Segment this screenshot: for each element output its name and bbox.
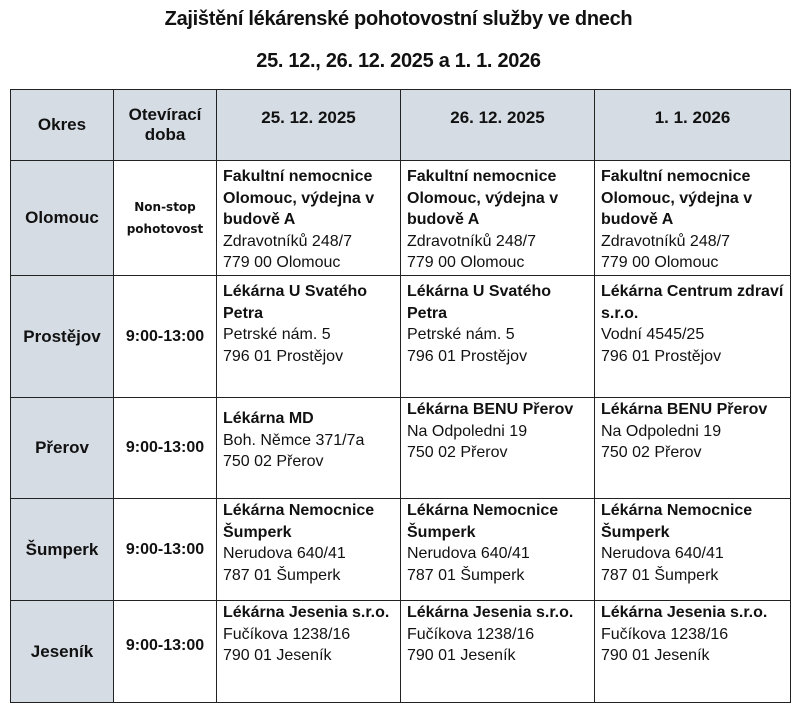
table-row-jesenik (11, 601, 791, 703)
hours-cell: 9:00-13:00 (114, 499, 217, 601)
header-date-26-12-2025: 26. 12. 2025 (401, 90, 595, 161)
pharmacy-name: Lékárna Nemocnice Šumperk (223, 502, 375, 541)
table-row-olomouc (11, 161, 791, 276)
pharmacy-name: Lékárna Centrum zdraví s.r.o. (601, 283, 784, 322)
pharmacy-street: Vodní 4545/25 (601, 326, 705, 343)
pharmacy-city: 790 01 Jeseník (601, 647, 710, 664)
pharmacy-cell (217, 161, 401, 276)
pharmacy-name: Lékárna Jesenia s.r.o. (407, 604, 574, 621)
pharmacy-cell (595, 161, 791, 276)
pharmacy-cell (401, 499, 595, 601)
pharmacy-name: Lékárna Nemocnice Šumperk (601, 502, 753, 541)
pharmacy-street: Nerudova 640/41 (223, 545, 346, 562)
pharmacy-cell (401, 398, 595, 499)
pharmacy-name: Lékárna Nemocnice Šumperk (407, 502, 559, 541)
pharmacy-street: Zdravotníků 248/7 (223, 232, 352, 250)
pharmacy-name: Lékárna Jesenia s.r.o. (601, 604, 768, 621)
pharmacy-city: 779 00 Olomouc (601, 254, 719, 271)
hours-cell: 9:00-13:00 (114, 398, 217, 499)
pharmacy-cell (217, 398, 401, 499)
pharmacy-cell (401, 601, 595, 703)
district-cell: Prostějov (11, 276, 114, 398)
pharmacy-street: Nerudova 640/41 (601, 545, 724, 562)
pharmacy-street: Zdravotníků 248/7 (407, 232, 536, 250)
pharmacy-cell (217, 276, 401, 398)
pharmacy-street: Fučíkova 1238/16 (407, 625, 535, 643)
pharmacy-street: Fučíkova 1238/16 (223, 625, 351, 643)
pharmacy-city: 779 00 Olomouc (223, 254, 341, 271)
pharmacy-city: 796 01 Prostějov (601, 347, 722, 365)
table-row-prostejov (11, 276, 791, 398)
pharmacy-cell (595, 398, 791, 499)
pharmacy-cell (595, 499, 791, 601)
pharmacy-cell (401, 276, 595, 398)
pharmacy-city: 750 02 Přerov (223, 453, 324, 470)
pharmacy-name: Lékárna U Svatého Petra (407, 283, 552, 322)
pharmacy-name: Lékárna BENU Přerov (407, 401, 574, 418)
pharmacy-cell (595, 601, 791, 703)
header-date-25-12-2025: 25. 12. 2025 (217, 90, 401, 161)
hours-cell: 9:00-13:00 (114, 601, 217, 703)
pharmacy-city: 779 00 Olomouc (407, 254, 525, 271)
pharmacy-city: 787 01 Šumperk (223, 566, 341, 584)
pharmacy-street: Na Odpoledni 19 (601, 422, 722, 440)
pharmacy-street: Petrské nám. 5 (407, 326, 515, 343)
pharmacy-street: Boh. Němce 371/7a (223, 431, 365, 449)
pharmacy-name: Fakultní nemocnice Olomouc, výdejna v budově A (223, 168, 375, 228)
pharmacy-city: 787 01 Šumperk (601, 566, 719, 584)
pharmacy-cell (217, 601, 401, 703)
pharmacy-street: Petrské nám. 5 (223, 326, 331, 343)
pharmacy-cell (401, 161, 595, 276)
pharmacy-cell (217, 499, 401, 601)
header-okres: Okres (11, 90, 114, 161)
pharmacy-city: 750 02 Přerov (407, 444, 508, 461)
table-row-prerov (11, 398, 791, 499)
pharmacy-schedule-table (10, 89, 791, 703)
pharmacy-name: Fakultní nemocnice Olomouc, výdejna v budově A (407, 168, 559, 228)
page-title: Zajištění lékárenské pohotovostní služby ve dnech (164, 8, 633, 30)
hours-cell: Non-stop pohotovost (114, 161, 217, 276)
pharmacy-city: 790 01 Jeseník (407, 647, 516, 664)
pharmacy-name: Lékárna Jesenia s.r.o. (223, 604, 390, 621)
pharmacy-name: Fakultní nemocnice Olomouc, výdejna v budově A (601, 168, 753, 228)
pharmacy-city: 750 02 Přerov (601, 444, 702, 461)
hours-cell: 9:00-13:00 (114, 276, 217, 398)
table-row-sumperk (11, 499, 791, 601)
pharmacy-cell (595, 276, 791, 398)
page-subtitle-dates: 25. 12., 26. 12. 2025 a 1. 1. 2026 (256, 50, 541, 72)
table-header-row (11, 90, 791, 161)
district-cell: Přerov (11, 398, 114, 499)
pharmacy-street: Fučíkova 1238/16 (601, 625, 729, 643)
pharmacy-city: 790 01 Jeseník (223, 647, 332, 664)
pharmacy-city: 787 01 Šumperk (407, 566, 525, 584)
pharmacy-street: Zdravotníků 248/7 (601, 232, 730, 250)
header-date-1-1-2026: 1. 1. 2026 (595, 90, 791, 161)
district-cell: Šumperk (11, 499, 114, 601)
pharmacy-city: 796 01 Prostějov (407, 347, 528, 365)
pharmacy-city: 796 01 Prostějov (223, 347, 344, 365)
header-oteviraci-doba: Otevírací doba (114, 90, 217, 161)
pharmacy-street: Nerudova 640/41 (407, 545, 530, 562)
district-cell: Jeseník (11, 601, 114, 703)
pharmacy-name: Lékárna BENU Přerov (601, 401, 768, 418)
pharmacy-street: Na Odpoledni 19 (407, 422, 528, 440)
pharmacy-name: Lékárna MD (223, 410, 314, 427)
district-cell: Olomouc (11, 161, 114, 276)
pharmacy-name: Lékárna U Svatého Petra (223, 283, 368, 322)
